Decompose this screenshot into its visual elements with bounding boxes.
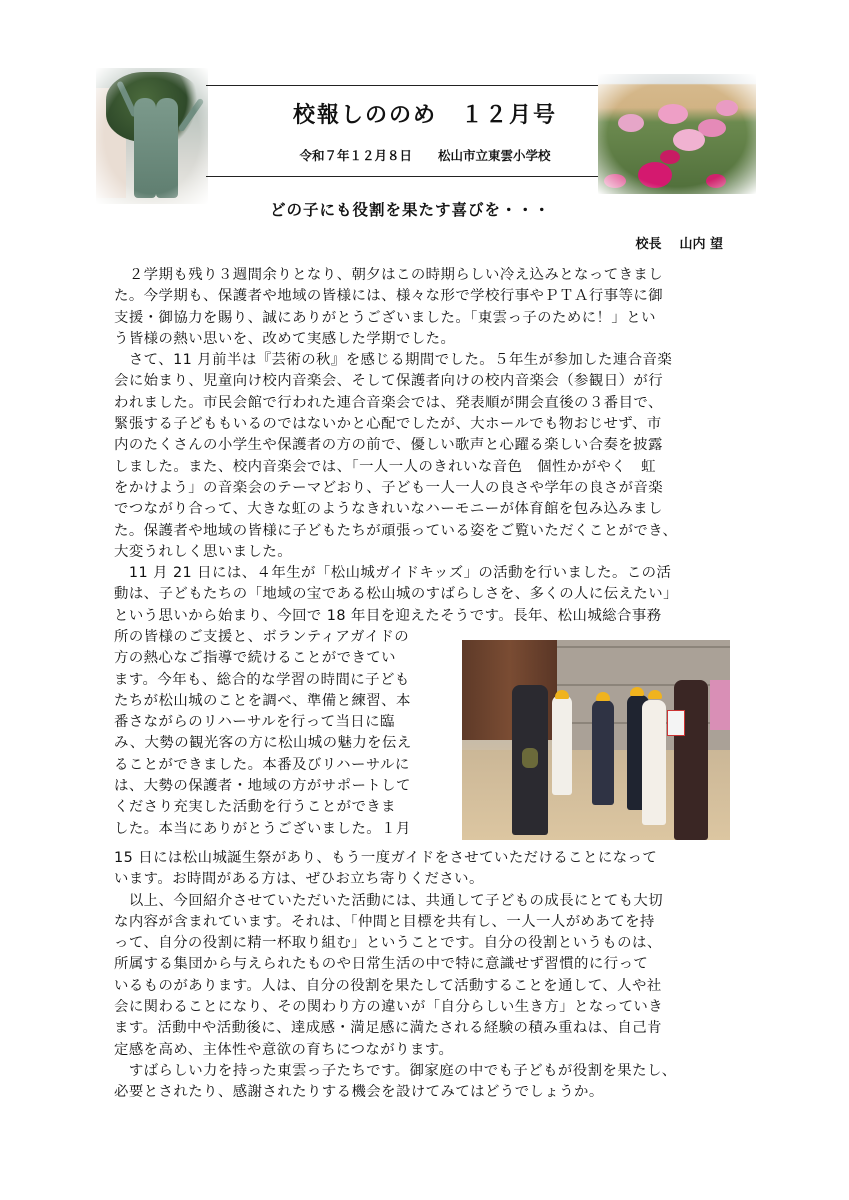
- text-line: 番さながらのリハーサルを行って当日に臨: [114, 714, 395, 731]
- text-line: う皆様の熱い思いを、改めて実感した学期でした。: [114, 330, 456, 347]
- byline-name: 山内 望: [679, 237, 723, 252]
- text-line: しました。また、校内音楽会では、「一人一人のきれいな音色 個性かがやく 虹: [114, 458, 656, 475]
- statue-photo: [96, 68, 208, 204]
- pink-sign: [710, 680, 730, 730]
- article-headline: どの子にも役割を果たす喜びを・・・: [270, 201, 551, 219]
- header-top-rule: [206, 85, 598, 86]
- cosmos-flower: [706, 174, 726, 188]
- article-body-section-1: [114, 265, 744, 627]
- text-line: 会に始まり、児童向け校内音楽会、そして保護者向けの校内音楽会（参観日）が行: [114, 373, 664, 390]
- text-line: 支援・御協力を賜り、誠にありがとうございました。「東雲っ子のために！」とい: [114, 309, 656, 326]
- newsletter-subtitle: [240, 146, 610, 164]
- text-line: ます。活動中や活動後に、達成感・満足感に満たされる経験の積み重ねは、自己肯: [114, 1020, 662, 1037]
- text-line: 所の皆様のご支援と、ボランティアガイドの: [114, 629, 410, 645]
- text-line: した。本当にありがとうございました。１月: [114, 820, 411, 837]
- article-byline: [635, 233, 723, 252]
- text-line: ることができました。本番及びリハーサルに: [114, 756, 410, 773]
- cosmos-flower: [716, 100, 738, 116]
- school-name: 松山市立東雲小学校: [438, 148, 551, 163]
- text-line: 方の熱心なご指導で続けることができてい: [114, 650, 396, 667]
- cosmos-flower: [673, 129, 705, 151]
- text-line: 必要とされたり、感謝されたりする機会を設けてみてはどうでしょうか。: [114, 1084, 604, 1101]
- text-line: 内のたくさんの小学生や保護者の方の前で、優しい歌声と心躍る楽しい合奏を披露: [114, 437, 663, 454]
- cosmos-flower: [604, 174, 626, 188]
- text-line: さて、11 月前半は『芸術の秋』を感じる期間でした。５年生が参加した連合音楽: [114, 352, 673, 369]
- text-line: をかけよう」の音楽会のテーマどおり、子ども一人一人の良さや学年の良さが音楽: [114, 479, 664, 496]
- byline-role: 校長: [635, 237, 662, 252]
- adult-volunteer-guide: [674, 680, 708, 840]
- text-line: み、大勢の観光客の方に松山城の魅力を伝え: [114, 735, 412, 752]
- article-body-section-2: [114, 627, 460, 840]
- text-line: たちが松山城のことを調べ、準備と練習、本: [114, 692, 411, 709]
- text-line: 定感を高め、主体性や意欲の育ちにつながります。: [114, 1041, 454, 1058]
- statue-child-figure: [156, 98, 178, 198]
- text-line: 15 日には松山城誕生祭があり、もう一度ガイドをさせていただけることになって: [114, 850, 658, 866]
- text-line: います。お時間がある方は、ぜひお立ち寄りください。: [114, 871, 484, 888]
- text-line: 緊張する子どももいるのではないかと心配でしたが、大ホールでも物おじせず、市: [114, 416, 662, 433]
- statue-child-figure: [134, 98, 156, 198]
- text-line: 以上、今回紹介させていただいた活動には、共通して子どもの成長にとても大切: [114, 892, 664, 909]
- text-line: ます。今年も、総合的な学習の時間に子ども: [114, 671, 410, 688]
- text-line: ２学期も残り３週間余りとなり、朝夕はこの時期らしい冷え込みとなってきまし: [114, 267, 664, 283]
- text-line: くださり充実した活動を行うことができま: [114, 799, 396, 816]
- cosmos-flower: [658, 104, 688, 124]
- text-line: 会に関わることになり、その関わり方の違いが「自分らしい生き方」となっていき: [114, 999, 664, 1016]
- green-bag: [522, 748, 538, 768]
- text-line: 動は、子どもたちの「地域の宝である松山城のすばらしさを、多くの人に伝えたい」: [114, 586, 678, 603]
- text-line: って、自分の役割に精一杯取り組む」ということです。自分の役割というものは、: [114, 935, 662, 952]
- yellow-hat: [596, 692, 610, 701]
- cosmos-flower: [638, 162, 672, 188]
- cosmos-photo: [598, 74, 756, 194]
- issue-date: 令和７年１２月８日: [299, 148, 412, 163]
- cosmos-flower: [618, 114, 644, 132]
- child-guide: [592, 700, 614, 805]
- text-line: 11 月 21 日には、４年生が「松山城ガイドキッズ」の活動を行いました。この活: [114, 565, 672, 582]
- yellow-hat: [555, 690, 569, 699]
- article-body-section-3: [114, 848, 744, 1104]
- text-line: われました。市民会館で行われた連合音楽会では、発表順が開会直後の３番目で、: [114, 394, 663, 411]
- text-line: た。保護者や地域の皆様に子どもたちが頑張っている姿をご覧いただくことができ、: [114, 522, 678, 539]
- text-line: は、大勢の保護者・地域の方がサポートして: [114, 778, 411, 795]
- text-line: すばらしい力を持った東雲っ子たちです。御家庭の中でも子どもが役割を果たし、: [114, 1062, 677, 1079]
- text-line: でつながり合って、大きな虹のようなきれいなハーモニーが体育館を包み込みまし: [114, 501, 663, 518]
- header-bottom-rule: [206, 176, 598, 177]
- newsletter-title: 校報しののめ １２月号: [292, 103, 557, 128]
- child-guide: [552, 695, 572, 795]
- yellow-hat: [648, 690, 662, 699]
- text-line: 所属する集団から与えられたものや日常生活の中で特に意識せず習慣的に行って: [114, 956, 649, 973]
- text-line: な内容が含まれています。それは、「仲間と目標を共有し、一人一人がめあてを持: [114, 913, 655, 930]
- guide-kids-photo: [462, 640, 730, 840]
- yellow-hat: [630, 687, 644, 696]
- guide-placard: [667, 710, 685, 736]
- text-line: 大変うれしく思いました。: [114, 543, 293, 560]
- text-line: という思いから始まり、今回で 18 年目を迎えたそうです。長年、松山城総合事務: [114, 607, 662, 624]
- cosmos-flower: [660, 150, 680, 164]
- text-line: た。今学期も、保護者や地域の皆様には、様々な形で学校行事やＰＴＡ行事等に御: [114, 288, 664, 305]
- text-line: いるものがあります。人は、自分の役割を果たして活動することを通して、人や社: [114, 977, 662, 994]
- child-guide: [642, 700, 666, 825]
